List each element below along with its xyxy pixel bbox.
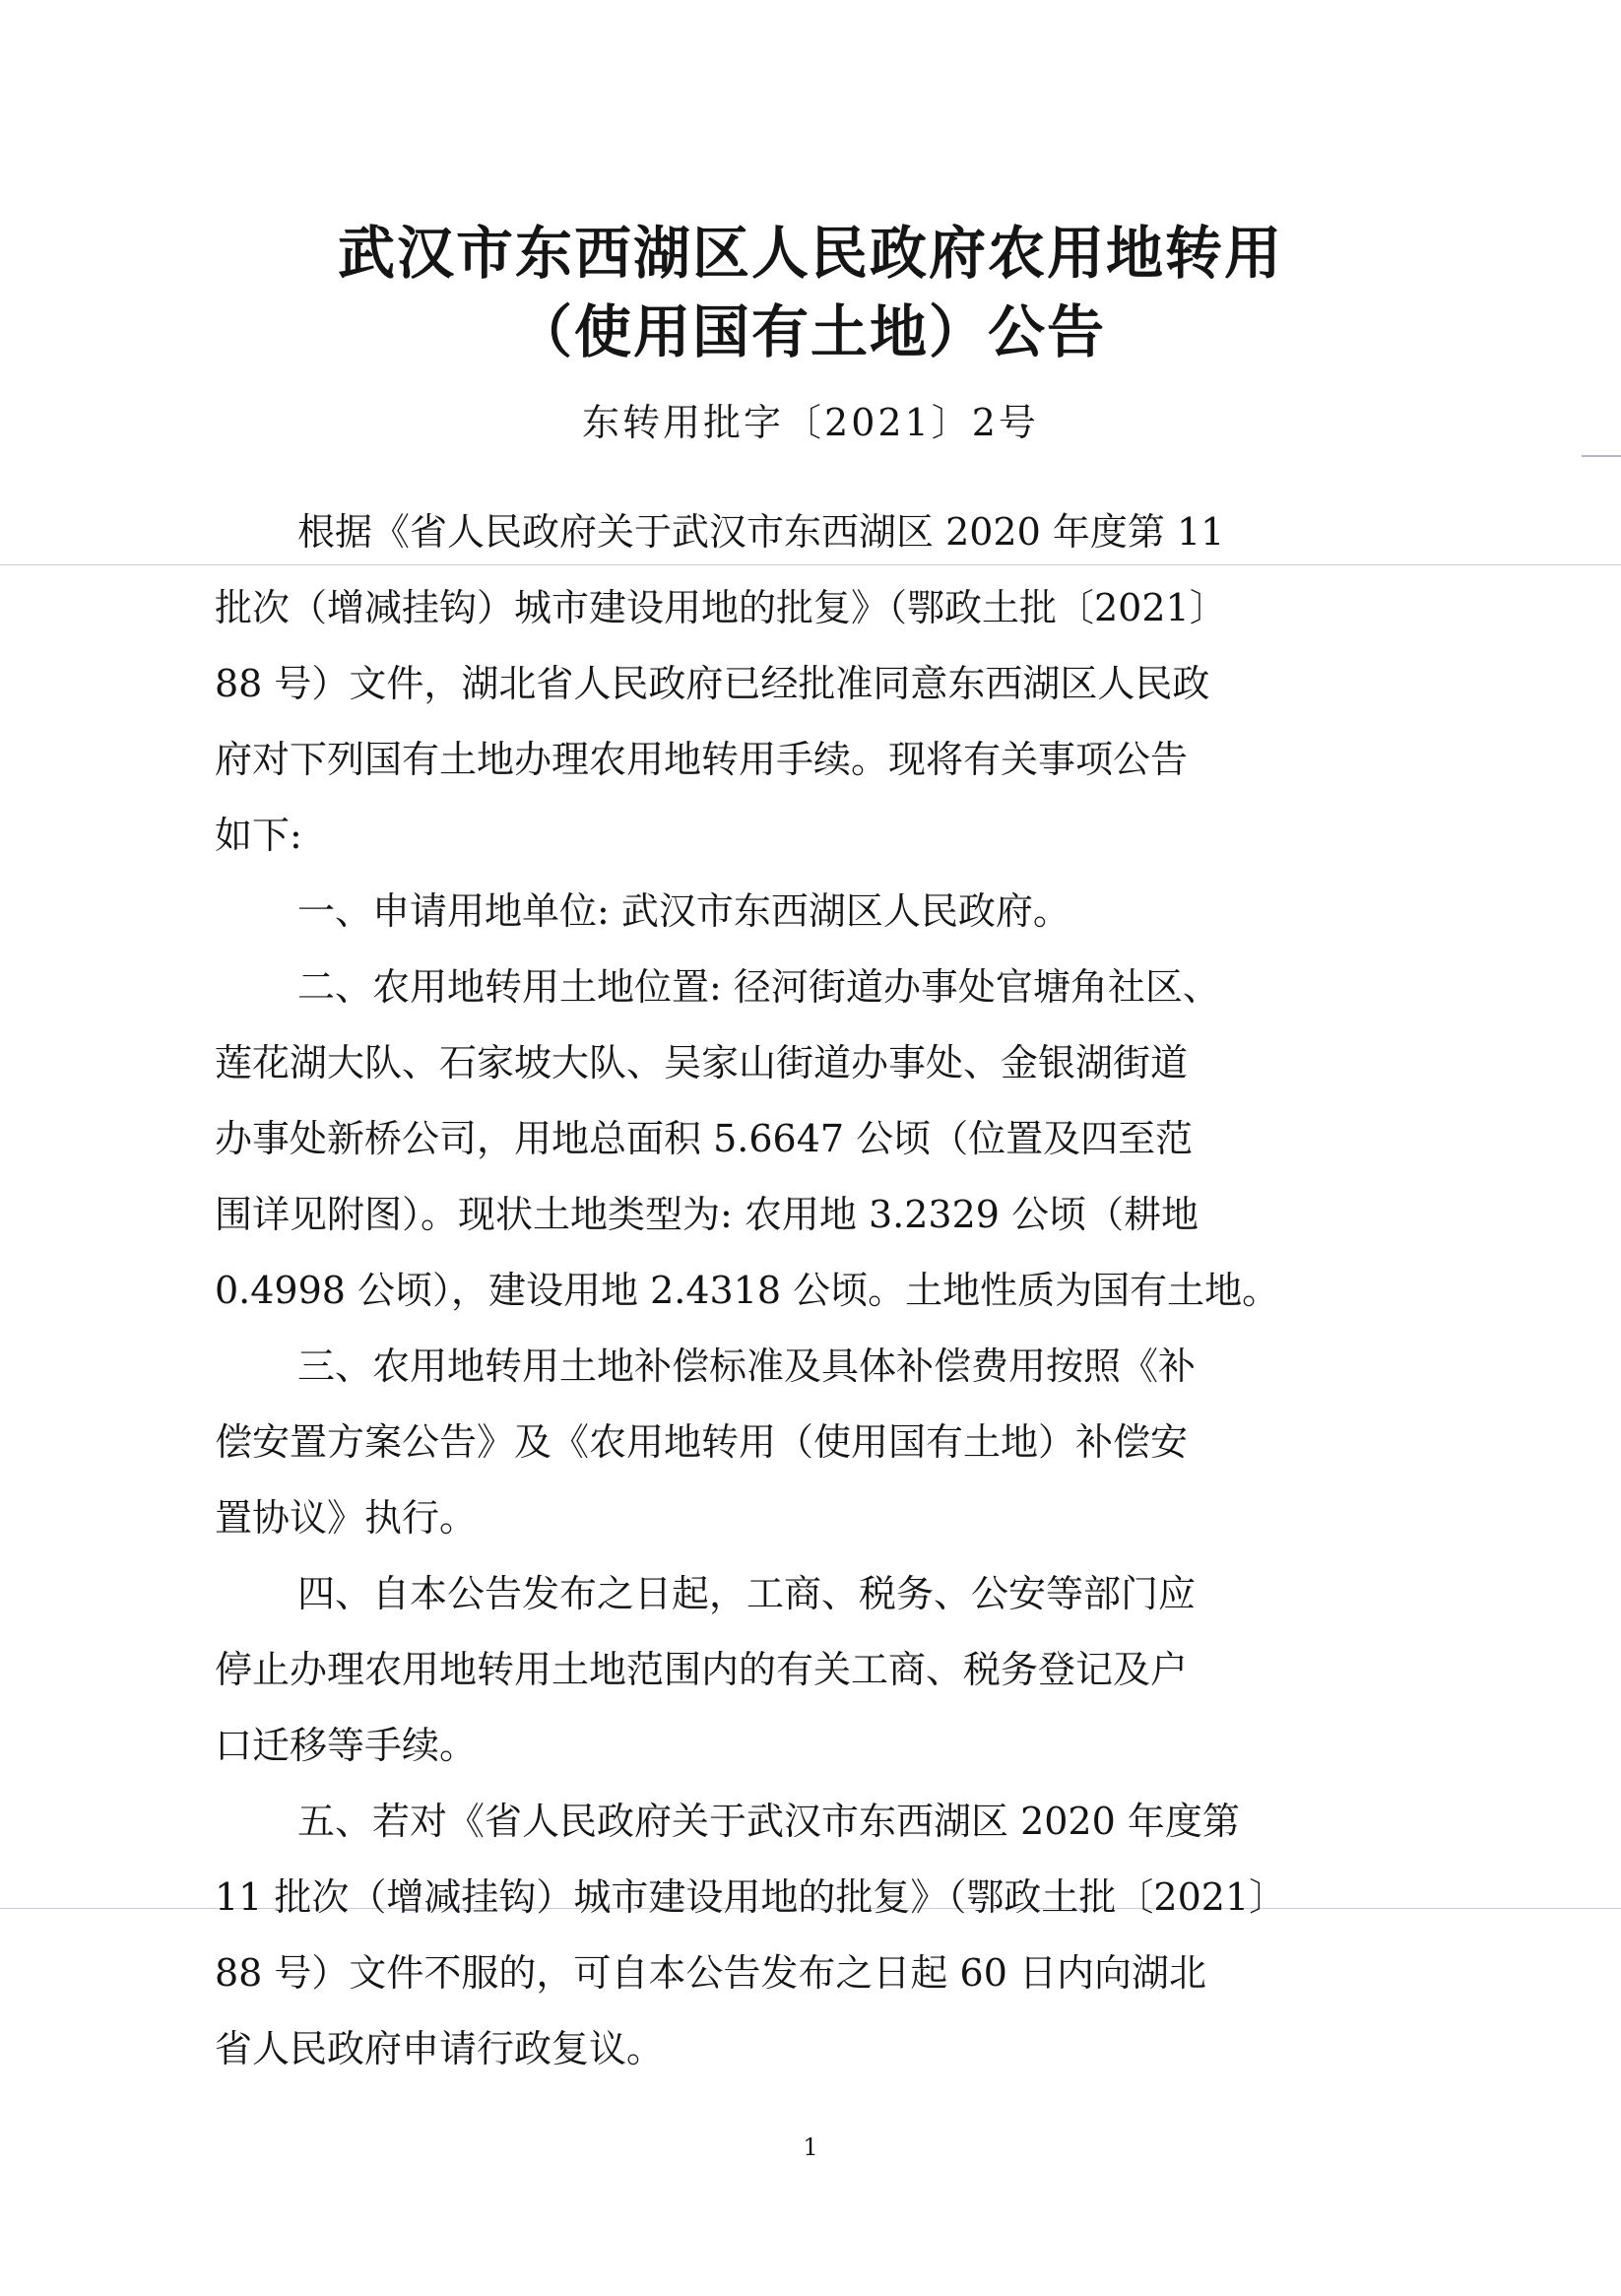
body-line: 一、申请用地单位: 武汉市东西湖区人民政府。 xyxy=(297,889,1070,933)
body-line: 三、农用地转用土地补偿标准及具体补偿费用按照《补 xyxy=(297,1345,1197,1388)
body-line: 根据《省人民政府关于武汉市东西湖区 2020 年度第 11 xyxy=(297,510,1225,554)
body-line: 0.4998 公顷），建设用地 2.4318 公顷。土地性质为国有土地。 xyxy=(215,1269,1280,1312)
body-line: 如下: xyxy=(215,814,302,857)
document-title-line-1: 武汉市东西湖区人民政府农用地转用 xyxy=(337,220,1283,287)
body-line: 二、农用地转用土地位置: 径河街道办事处官塘角社区、 xyxy=(297,965,1220,1009)
body-line: 批次（增减挂钩）城市建设用地的批复》（鄂政土批〔2021〕 xyxy=(215,586,1227,629)
body-line: 置协议》执行。 xyxy=(215,1496,478,1540)
scan-edge-mark xyxy=(1582,455,1621,457)
body-line: 四、自本公告发布之日起，工商、税务、公安等部门应 xyxy=(297,1572,1197,1615)
body-line: 停止办理农用地转用土地范围内的有关工商、税务登记及户 xyxy=(215,1648,1189,1691)
body-line: 偿安置方案公告》及《农用地转用（使用国有土地）补偿安 xyxy=(215,1420,1189,1464)
document-title-line-2: （使用国有土地）公告 xyxy=(514,298,1106,365)
body-line: 口迁移等手续。 xyxy=(215,1724,478,1767)
body-line: 88 号）文件不服的，可自本公告发布之日起 60 日内向湖北 xyxy=(215,1951,1206,1995)
page-number: 1 xyxy=(803,2133,818,2161)
body-line: 省人民政府申请行政复议。 xyxy=(215,2027,665,2070)
body-line: 府对下列国有土地办理农用地转用手续。现将有关事项公告 xyxy=(215,738,1189,781)
document-number: 东转用批字〔2021〕2号 xyxy=(582,401,1039,444)
body-line: 五、若对《省人民政府关于武汉市东西湖区 2020 年度第 xyxy=(297,1800,1240,1843)
body-line: 围详见附图）。现状土地类型为: 农用地 3.2329 公顷（耕地 xyxy=(215,1193,1200,1236)
body-line: 88 号）文件，湖北省人民政府已经批准同意东西湖区人民政 xyxy=(215,662,1210,705)
body-line: 办事处新桥公司，用地总面积 5.6647 公顷（位置及四至范 xyxy=(215,1117,1194,1160)
scan-artifact-line xyxy=(0,564,1621,565)
body-line: 莲花湖大队、石家坡大队、吴家山街道办事处、金银湖街道 xyxy=(215,1041,1189,1084)
body-line: 11 批次（增减挂钩）城市建设用地的批复》（鄂政土批〔2021〕 xyxy=(215,1875,1287,1919)
